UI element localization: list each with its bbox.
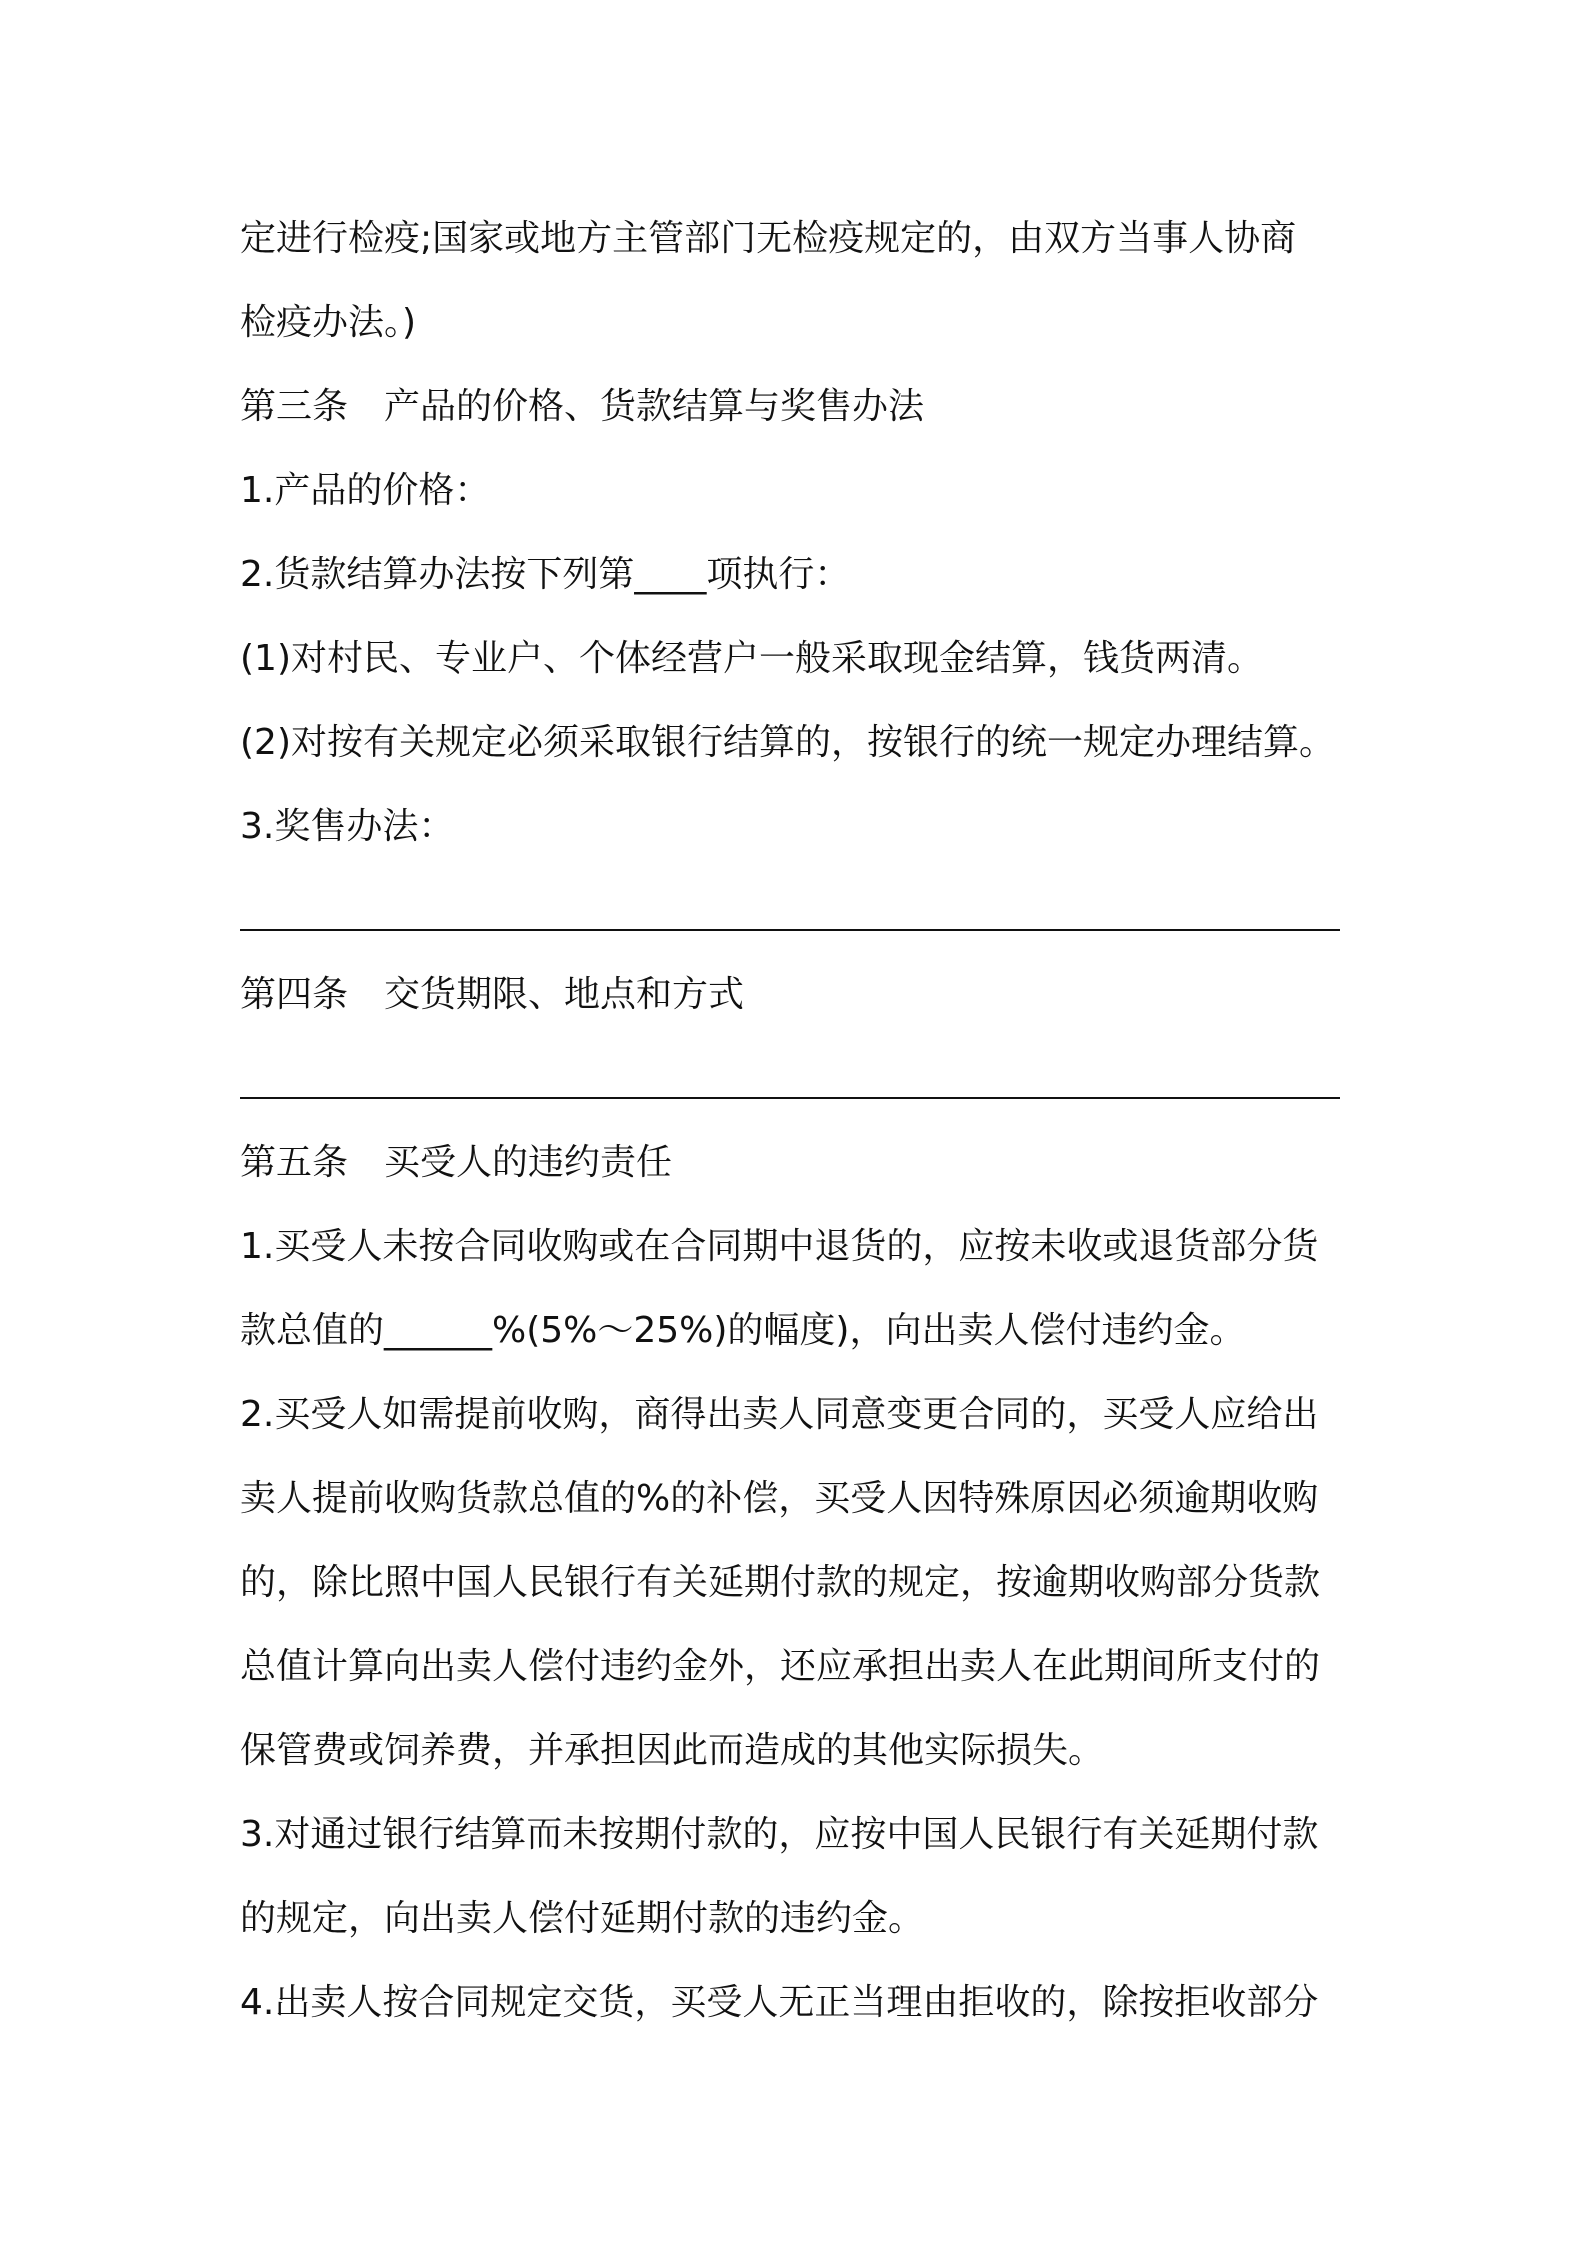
paragraph-line: 2.货款结算办法按下列第____项执行： [240, 554, 851, 595]
blank-fill-line [240, 869, 1360, 953]
paragraph-line: (1)对村民、专业户、个体经营户一般采取现金结算，钱货两清。 [240, 638, 1263, 679]
article-heading: 第四条 交货期限、地点和方式 [240, 974, 745, 1015]
paragraph-line: 2.买受人如需提前收购，商得出卖人同意变更合同的，买受人应给出 [240, 1394, 1319, 1435]
paragraph-line: 3.对通过银行结算而未按期付款的，应按中国人民银行有关延期付款 [240, 1814, 1319, 1855]
article-heading: 第五条 买受人的违约责任 [240, 1142, 673, 1183]
document-body [240, 197, 1360, 2045]
paragraph-line: 保管费或饲养费，并承担因此而造成的其他实际损失。 [240, 1730, 1105, 1771]
paragraph-line: 定进行检疫;国家或地方主管部门无检疫规定的，由双方当事人协商 [240, 218, 1297, 259]
blank-fill-line [240, 1037, 1360, 1121]
paragraph-line: 1.产品的价格： [240, 470, 491, 511]
article-heading: 第三条 产品的价格、货款结算与奖售办法 [240, 386, 925, 427]
paragraph-line: 检疫办法。) [240, 302, 417, 343]
paragraph-line: 款总值的______%(5%～25%)的幅度)，向出卖人偿付违约金。 [240, 1310, 1246, 1351]
paragraph-line: 3.奖售办法： [240, 806, 455, 847]
paragraph-line: 卖人提前收购货款总值的%的补偿，买受人因特殊原因必须逾期收购 [240, 1478, 1319, 1519]
paragraph-line: (2)对按有关规定必须采取银行结算的，按银行的统一规定办理结算。 [240, 722, 1335, 763]
paragraph-line: 4.出卖人按合同规定交货，买受人无正当理由拒收的，除按拒收部分 [240, 1982, 1319, 2023]
paragraph-line: 1.买受人未按合同收购或在合同期中退货的，应按未收或退货部分货 [240, 1226, 1319, 1267]
paragraph-line: 的规定，向出卖人偿付延期付款的违约金。 [240, 1898, 925, 1939]
paragraph-line: 总值计算向出卖人偿付违约金外，还应承担出卖人在此期间所支付的 [240, 1646, 1321, 1687]
paragraph-line: 的，除比照中国人民银行有关延期付款的规定，按逾期收购部分货款 [240, 1562, 1321, 1603]
